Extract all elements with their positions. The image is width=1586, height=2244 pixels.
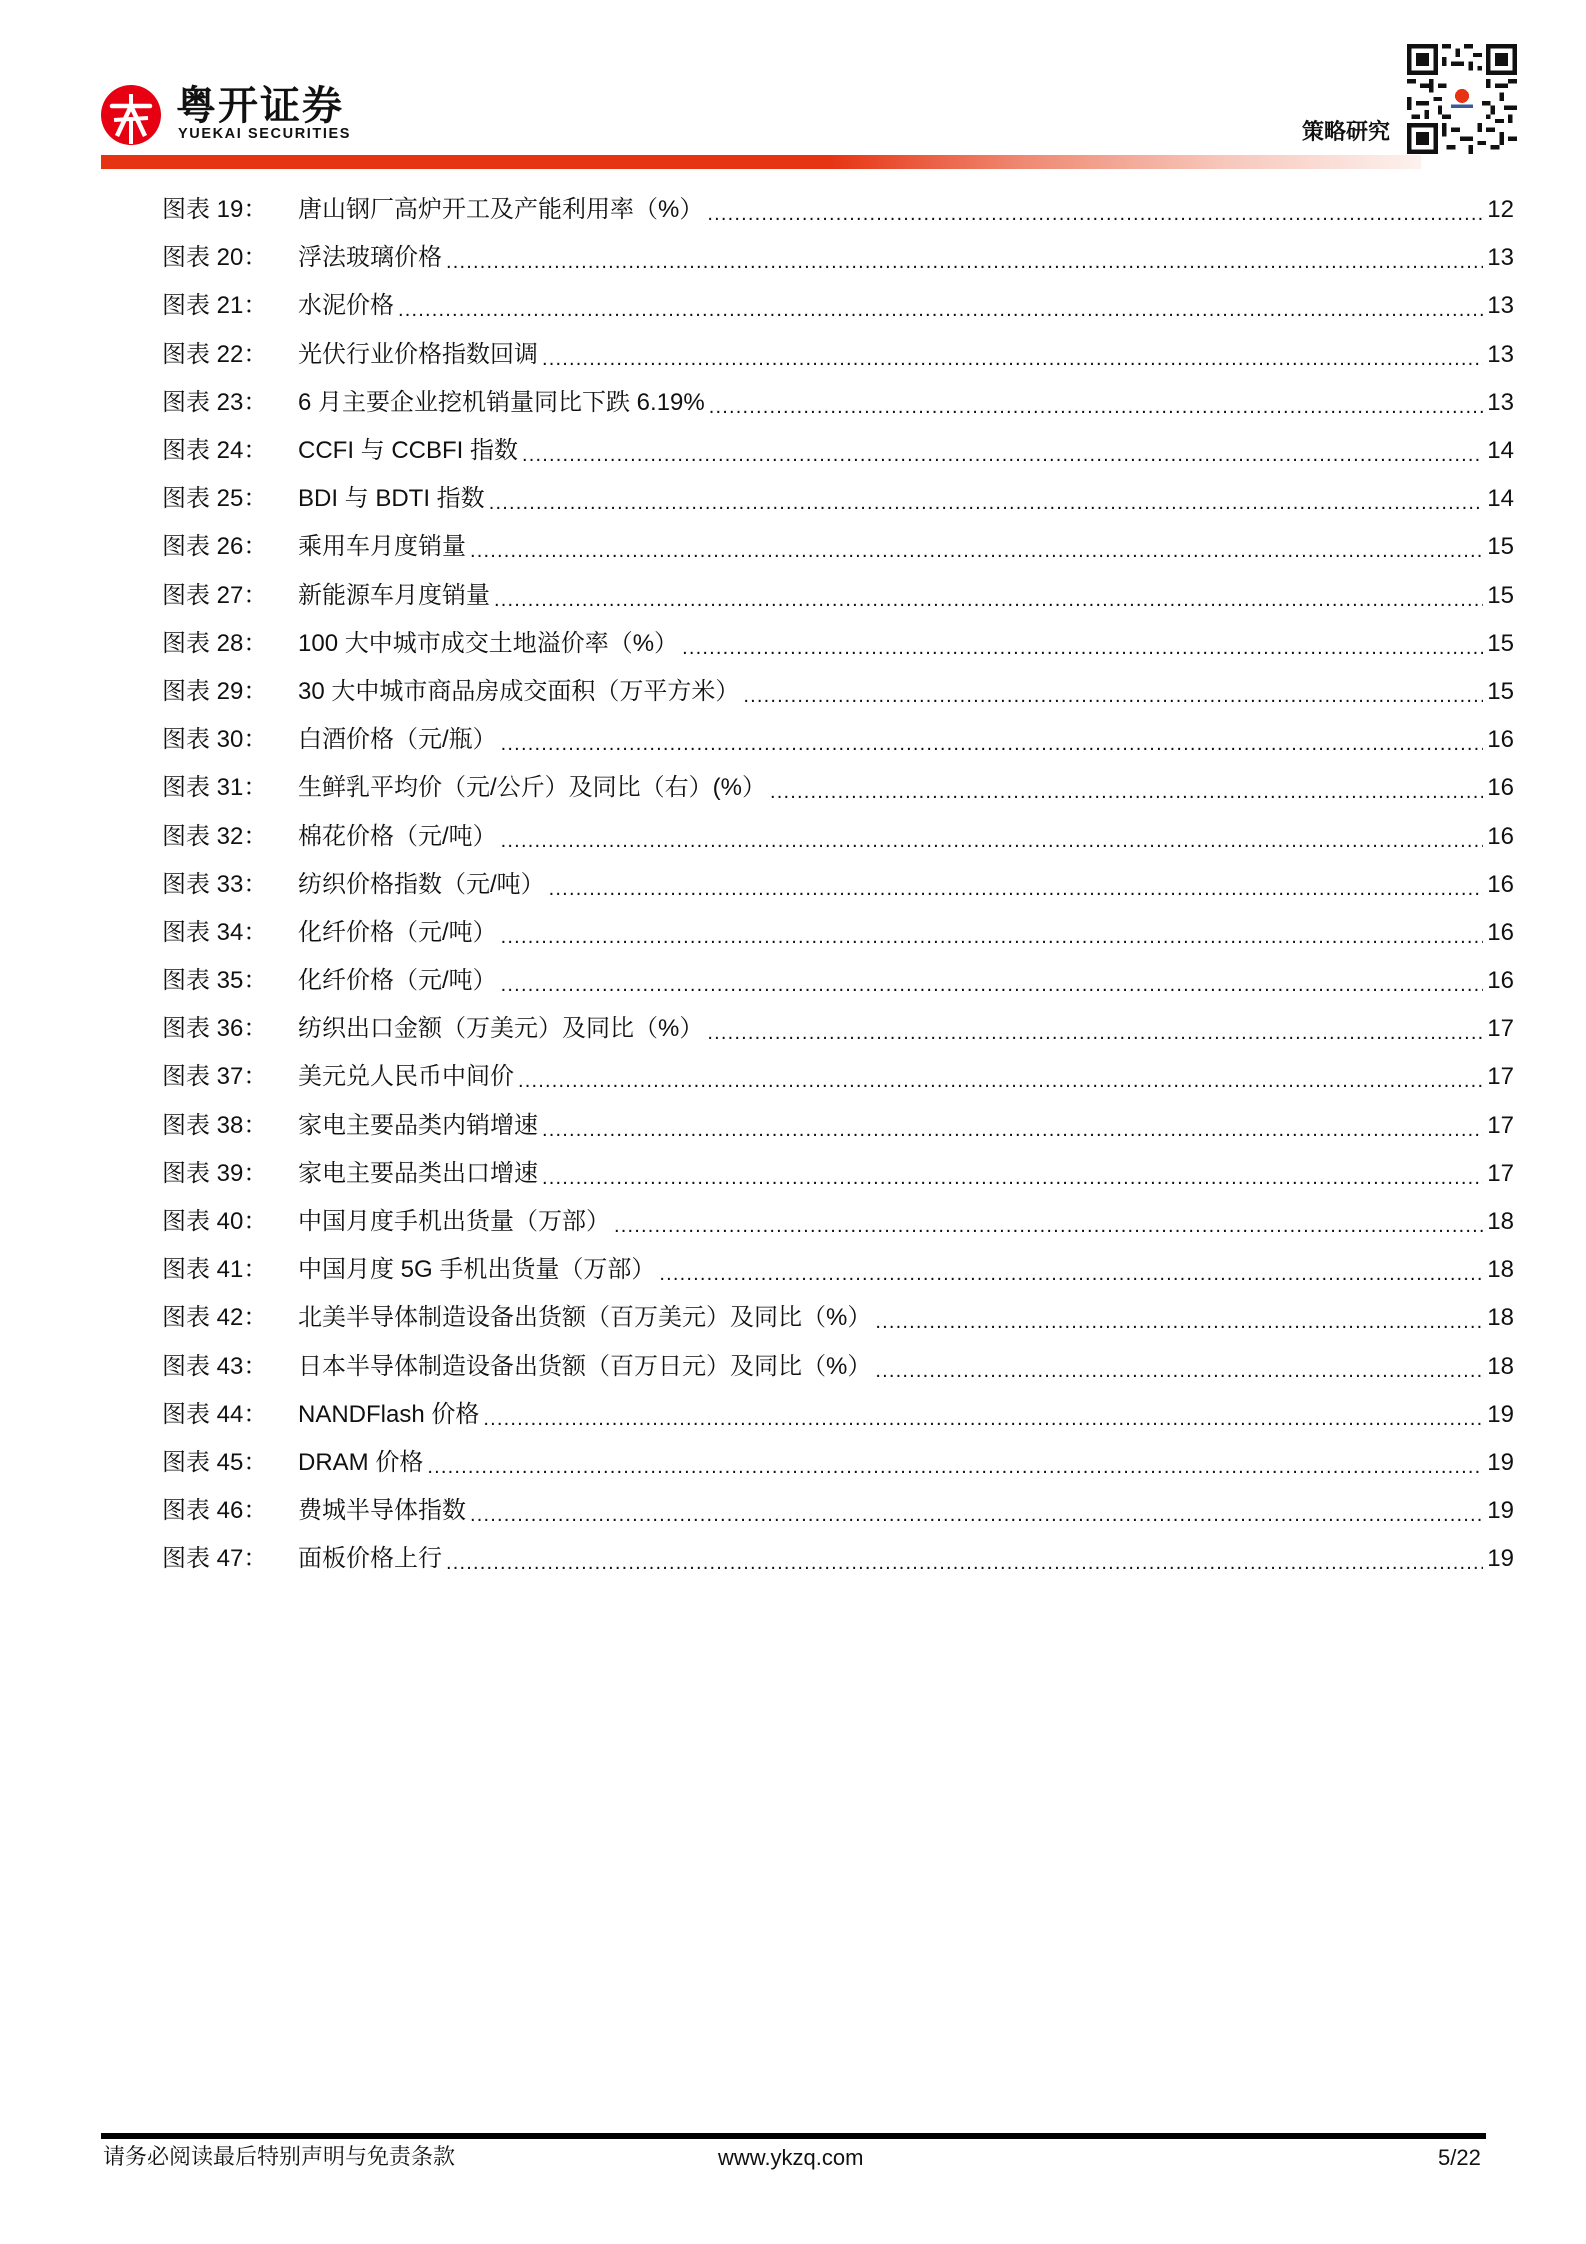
toc-entry[interactable]	[162, 620, 1514, 668]
toc-entry-number: 图表 34：	[162, 918, 268, 946]
page-indicator: 5/22	[1438, 2145, 1481, 2170]
toc-leader-dots	[743, 681, 1483, 711]
toc-entry-page[interactable]: 17	[1487, 1111, 1514, 1139]
toc-entry-title[interactable]: 水泥价格	[298, 292, 394, 320]
toc-entry[interactable]	[162, 1535, 1514, 1583]
toc-entry-number: 图表 29：	[162, 677, 268, 705]
toc-entry-number: 图表 41：	[162, 1256, 268, 1284]
toc-entry[interactable]	[162, 234, 1514, 282]
toc-entry-title[interactable]: 生鲜乳平均价（元/公斤）及同比（右）(%）	[298, 774, 766, 802]
toc-entry-number: 图表 25：	[162, 485, 268, 513]
toc-leader-dots	[770, 777, 1483, 807]
toc-entry-title[interactable]: 中国月度手机出货量（万部）	[298, 1208, 610, 1236]
toc-entry-page[interactable]: 14	[1487, 437, 1514, 465]
toc-entry-page[interactable]: 16	[1487, 774, 1514, 802]
toc-entry-title[interactable]: 30 大中城市商品房成交面积（万平方米）	[298, 677, 740, 705]
toc-leader-dots	[614, 1211, 1483, 1241]
toc-entry-page[interactable]: 12	[1487, 196, 1514, 224]
toc-entry-title[interactable]: 纺织出口金额（万美元）及同比（%）	[298, 1015, 704, 1043]
toc-entry-title[interactable]: 化纤价格（元/吨）	[298, 967, 497, 995]
toc-leader-dots	[501, 970, 1484, 1000]
toc-entry[interactable]	[162, 475, 1514, 523]
section-label: 策略研究	[1302, 120, 1391, 145]
footer-website-link[interactable]: www.ykzq.com	[718, 2145, 864, 2170]
toc-entry-title[interactable]: 美元兑人民币中间价	[298, 1063, 514, 1091]
toc-entry-title[interactable]: 唐山钢厂高炉开工及产能利用率（%）	[298, 196, 704, 224]
toc-entry-number: 图表 24：	[162, 437, 268, 465]
toc-entry-title[interactable]: 日本半导体制造设备出货额（百万日元）及同比（%）	[298, 1352, 872, 1380]
toc-entry[interactable]	[162, 1005, 1514, 1053]
toc-entry-page[interactable]: 16	[1487, 918, 1514, 946]
toc-entry-number: 图表 33：	[162, 870, 268, 898]
toc-entry-number: 图表 21：	[162, 292, 268, 320]
toc-entry[interactable]	[162, 282, 1514, 330]
toc-entry-title[interactable]: 新能源车月度销量	[298, 581, 490, 609]
toc-entry-number: 图表 30：	[162, 726, 268, 754]
toc-entry-page[interactable]: 15	[1487, 677, 1514, 705]
toc-entry-page[interactable]: 19	[1487, 1545, 1514, 1573]
toc-leader-dots	[707, 199, 1483, 229]
toc-entry-number: 图表 44：	[162, 1400, 268, 1428]
toc-leader-dots	[659, 1259, 1483, 1289]
toc-entry-number: 图表 39：	[162, 1159, 268, 1187]
toc-entry-page[interactable]: 14	[1487, 485, 1514, 513]
toc-leader-dots	[398, 295, 1483, 325]
toc-entry-title[interactable]: 中国月度 5G 手机出货量（万部）	[298, 1256, 656, 1284]
toc-leader-dots	[494, 585, 1483, 615]
toc-entry-title[interactable]: 乘用车月度销量	[298, 533, 466, 561]
toc-entry[interactable]	[162, 1487, 1514, 1535]
toc-entry[interactable]	[162, 1150, 1514, 1198]
toc-entry-title[interactable]: CCFI 与 CCBFI 指数	[298, 437, 518, 465]
toc-leader-dots	[549, 874, 1484, 904]
toc-entry-number: 图表 28：	[162, 629, 268, 657]
toc-entry-page[interactable]: 18	[1487, 1304, 1514, 1332]
toc-entry-number: 图表 46：	[162, 1497, 268, 1525]
toc-leader-dots	[489, 488, 1484, 518]
toc-leader-dots	[427, 1452, 1483, 1482]
toc-entry[interactable]	[162, 812, 1514, 860]
toc-entry-number: 图表 47：	[162, 1545, 268, 1573]
toc-entry-number: 图表 26：	[162, 533, 268, 561]
toc-entry-number: 图表 37：	[162, 1063, 268, 1091]
toc-leader-dots	[709, 392, 1484, 422]
toc-entry[interactable]	[162, 716, 1514, 764]
toc-entry-number: 图表 23：	[162, 388, 268, 416]
toc-leader-dots	[470, 536, 1483, 566]
toc-leader-dots	[522, 440, 1483, 470]
footer-disclaimer: 请务必阅读最后特别声明与免责条款	[103, 2145, 456, 2170]
toc-entry[interactable]	[162, 1343, 1514, 1391]
toc-entry[interactable]	[162, 379, 1514, 427]
toc-leader-dots	[446, 1548, 1483, 1578]
toc-entry-page[interactable]: 13	[1487, 244, 1514, 272]
toc-entry-title[interactable]: BDI 与 BDTI 指数	[298, 485, 485, 513]
toc-entry-page[interactable]: 18	[1487, 1256, 1514, 1284]
toc-entry-title[interactable]: 光伏行业价格指数回调	[298, 340, 538, 368]
toc-leader-dots	[501, 826, 1484, 856]
toc-leader-dots	[542, 1115, 1483, 1145]
toc-entry-page[interactable]: 16	[1487, 870, 1514, 898]
toc-leader-dots	[542, 1163, 1483, 1193]
brand-name-en: YUEKAI SECURITIES	[178, 126, 352, 142]
toc-leader-dots	[501, 729, 1484, 759]
toc-entry-number: 图表 42：	[162, 1304, 268, 1332]
toc-entry-title[interactable]: 家电主要品类出口增速	[298, 1159, 538, 1187]
toc-entry-number: 图表 19：	[162, 196, 268, 224]
toc-entry[interactable]	[162, 523, 1514, 571]
toc-entry[interactable]	[162, 1246, 1514, 1294]
toc-entry-page[interactable]: 13	[1487, 340, 1514, 368]
toc-leader-dots	[518, 1066, 1483, 1096]
toc-entry-page[interactable]: 16	[1487, 726, 1514, 754]
toc-leader-dots	[483, 1404, 1483, 1434]
toc-entry-number: 图表 31：	[162, 774, 268, 802]
toc-entry-page[interactable]: 19	[1487, 1448, 1514, 1476]
toc-entry-number: 图表 27：	[162, 581, 268, 609]
toc-entry-page[interactable]: 15	[1487, 581, 1514, 609]
toc-entry[interactable]	[162, 861, 1514, 909]
toc-entry[interactable]	[162, 957, 1514, 1005]
toc-entry-title[interactable]: 家电主要品类内销增速	[298, 1111, 538, 1139]
qr-code-icon	[1407, 44, 1517, 154]
toc-leader-dots	[707, 1018, 1483, 1048]
toc-entry-title[interactable]: 6 月主要企业挖机销量同比下跌 6.19%	[298, 388, 705, 416]
toc-entry-page[interactable]: 19	[1487, 1400, 1514, 1428]
toc-entry-number: 图表 45：	[162, 1448, 268, 1476]
toc-entry[interactable]	[162, 909, 1514, 957]
toc-entry-number: 图表 22：	[162, 340, 268, 368]
toc-entry-title[interactable]: DRAM 价格	[298, 1448, 424, 1476]
toc-entry[interactable]	[162, 1053, 1514, 1101]
toc-entry-title[interactable]: 白酒价格（元/瓶）	[298, 726, 497, 754]
toc-leader-dots	[875, 1307, 1483, 1337]
toc-entry-title[interactable]: 浮法玻璃价格	[298, 244, 442, 272]
toc-entry[interactable]	[162, 1391, 1514, 1439]
yuekai-logo-icon	[100, 84, 162, 146]
toc-entry[interactable]	[162, 1102, 1514, 1150]
toc-leader-dots	[446, 247, 1483, 277]
toc-entry-page[interactable]: 19	[1487, 1497, 1514, 1525]
toc-leader-dots	[682, 633, 1483, 663]
toc-entry-page[interactable]: 13	[1487, 292, 1514, 320]
toc-entry-title[interactable]: 化纤价格（元/吨）	[298, 918, 497, 946]
toc-entry-page[interactable]: 18	[1487, 1208, 1514, 1236]
toc-entry[interactable]	[162, 572, 1514, 620]
toc-entry[interactable]	[162, 764, 1514, 812]
brand-name-cn: 粤开证券	[176, 83, 344, 129]
toc-entry[interactable]	[162, 668, 1514, 716]
toc-leader-dots	[501, 922, 1484, 952]
toc-entry-page[interactable]: 13	[1487, 388, 1514, 416]
toc-entry-page[interactable]: 18	[1487, 1352, 1514, 1380]
toc-entry-title[interactable]: 棉花价格（元/吨）	[298, 822, 497, 850]
toc-entry-number: 图表 38：	[162, 1111, 268, 1139]
footer-divider	[101, 2133, 1486, 2139]
toc-entry-page[interactable]: 15	[1487, 629, 1514, 657]
toc-leader-dots	[875, 1356, 1483, 1386]
toc-leader-dots	[542, 344, 1483, 374]
toc-entry[interactable]	[162, 427, 1514, 475]
toc-entry-page[interactable]: 16	[1487, 822, 1514, 850]
toc-entry-number: 图表 36：	[162, 1015, 268, 1043]
toc-entry-page[interactable]: 17	[1487, 1015, 1514, 1043]
header-accent-bar	[101, 155, 1421, 169]
toc-entry-page[interactable]: 16	[1487, 967, 1514, 995]
toc-entry-title[interactable]: 费城半导体指数	[298, 1497, 466, 1525]
toc-entry-number: 图表 43：	[162, 1352, 268, 1380]
toc-entry[interactable]	[162, 331, 1514, 379]
page-header	[0, 0, 1586, 180]
toc-entry-number: 图表 40：	[162, 1208, 268, 1236]
toc-entry-number: 图表 35：	[162, 967, 268, 995]
toc-entry[interactable]	[162, 1294, 1514, 1342]
toc-entry-title[interactable]: 纺织价格指数（元/吨）	[298, 870, 545, 898]
toc-entry-page[interactable]: 17	[1487, 1159, 1514, 1187]
toc-leader-dots	[470, 1500, 1483, 1530]
toc-entry-title[interactable]: 北美半导体制造设备出货额（百万美元）及同比（%）	[298, 1304, 872, 1332]
toc-entry-title[interactable]: 100 大中城市成交土地溢价率（%）	[298, 629, 679, 657]
toc-entry-number: 图表 32：	[162, 822, 268, 850]
toc-entry-number: 图表 20：	[162, 244, 268, 272]
toc-entry[interactable]	[162, 1439, 1514, 1487]
toc-entry-page[interactable]: 17	[1487, 1063, 1514, 1091]
toc-entry[interactable]	[162, 186, 1514, 234]
toc-entry-title[interactable]: 面板价格上行	[298, 1545, 442, 1573]
toc-entry-page[interactable]: 15	[1487, 533, 1514, 561]
figure-list	[162, 186, 1514, 1583]
toc-entry[interactable]	[162, 1198, 1514, 1246]
toc-entry-title[interactable]: NANDFlash 价格	[298, 1400, 480, 1428]
